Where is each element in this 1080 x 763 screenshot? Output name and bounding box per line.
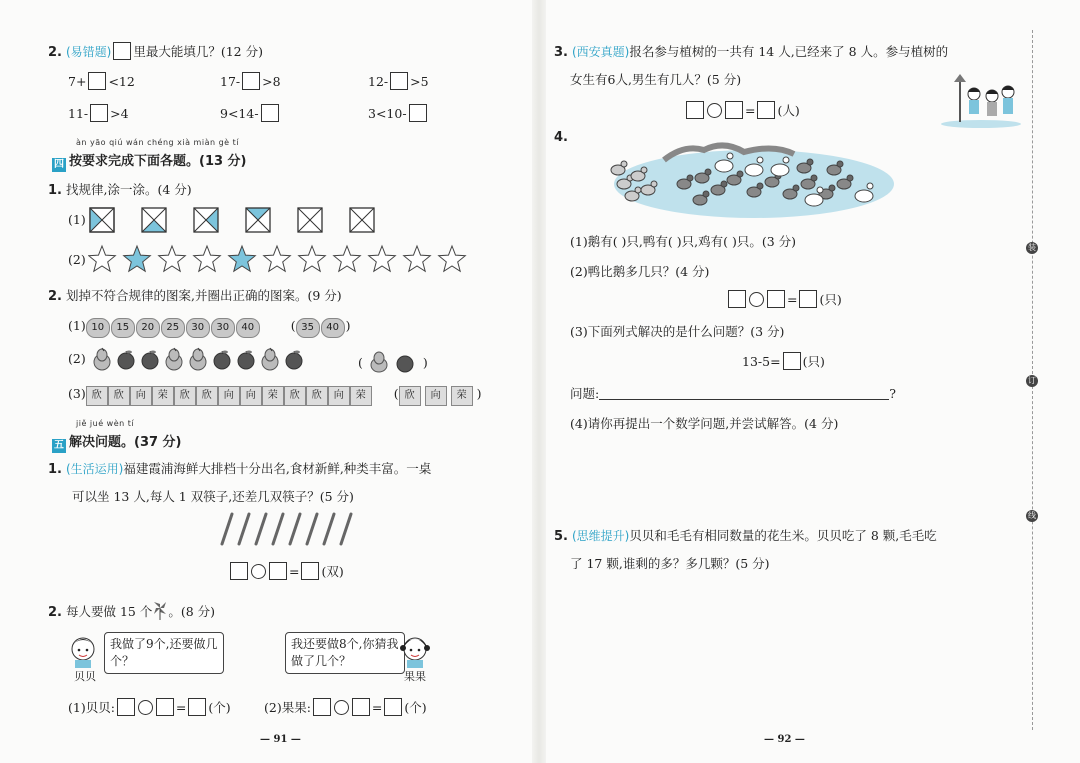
operator-circle[interactable] <box>138 700 153 715</box>
pear-icon[interactable] <box>371 352 387 372</box>
q2-item <box>220 104 281 122</box>
q2-row3-label: (3) <box>68 386 86 401</box>
page-gutter <box>532 0 546 763</box>
sec5-q1-equation: = (双) <box>228 562 344 580</box>
q5-number: 5. <box>554 529 568 544</box>
q2-item-post: >5 <box>410 74 429 89</box>
q3-number: 3. <box>554 45 568 60</box>
q2-item <box>368 104 429 122</box>
sec4-heading <box>52 150 247 172</box>
q2-item-pre: 9<14- <box>220 106 259 121</box>
square-pattern-3[interactable] <box>194 208 218 232</box>
fruit-sequence <box>90 346 390 372</box>
sec5-q2-answer-1: (1)贝贝: = (个) <box>68 700 231 715</box>
beibei-avatar <box>66 634 100 668</box>
option-paren: ) <box>476 386 482 401</box>
sec4-q2-heading <box>48 286 342 304</box>
sec4-q2-number: 2. <box>48 289 62 304</box>
question-label: 问题: <box>570 386 600 401</box>
number-token[interactable]: 25 <box>161 318 185 338</box>
character-sequence <box>86 386 372 401</box>
beibei-speech-bubble: 我做了9个,还要做几个？ <box>104 632 224 674</box>
option-paren: ( <box>290 318 296 333</box>
answer-box[interactable] <box>88 72 106 90</box>
q2-item-pre: 12- <box>368 74 389 89</box>
q4-part3: (3)下面列式解决的是什么问题？(3 分) <box>570 324 785 339</box>
answer-box[interactable] <box>725 101 743 119</box>
option-paren: ( <box>393 386 399 401</box>
character-option[interactable]: 荣 <box>451 386 473 406</box>
number-token[interactable]: 40 <box>236 318 260 338</box>
sec4-pinyin: àn yāo qiú wán chéng xià miàn gè tí <box>76 138 239 147</box>
operator-circle[interactable] <box>334 700 349 715</box>
option-paren: ) <box>422 355 428 370</box>
pear-icon[interactable] <box>166 348 182 370</box>
sec5-q2-text: 每人要做 15 个 <box>65 604 153 619</box>
answer-box[interactable] <box>783 352 801 370</box>
number-option[interactable]: 40 <box>321 318 345 338</box>
unit-label: (个) <box>208 700 231 715</box>
unit-label: (只) <box>819 292 842 307</box>
number-token[interactable]: 30 <box>186 318 210 338</box>
q5-tag: (思维提升) <box>571 529 630 543</box>
number-option[interactable]: 35 <box>296 318 320 338</box>
number-token[interactable]: 15 <box>111 318 135 338</box>
q5-line1 <box>554 526 937 544</box>
beibei-name: 贝贝 <box>74 670 96 683</box>
star-outline-icon[interactable] <box>404 246 431 271</box>
character-option[interactable]: 欣 <box>399 386 421 406</box>
pattern-row-squares <box>88 206 378 236</box>
square-pattern-4[interactable] <box>246 208 270 232</box>
sec5-q2-answer-2: (2)果果: = (个) <box>264 700 427 715</box>
q2-number: 2. <box>48 45 62 60</box>
sec5-q2-score: 。(8 分) <box>168 604 216 619</box>
answer-box[interactable] <box>409 104 427 122</box>
square-pattern-6[interactable] <box>350 208 374 232</box>
sec5-q1-number: 1. <box>48 462 62 477</box>
star-outline-icon[interactable] <box>299 246 326 271</box>
pinwheel-icon <box>152 600 168 620</box>
sec4-number: 四 <box>54 159 64 170</box>
binding-mark: 订 <box>1028 376 1036 385</box>
q4-number: 4. <box>554 130 568 145</box>
sec5-title: 解决问题。(37 分) <box>69 435 182 450</box>
pear-icon[interactable] <box>262 348 278 370</box>
sec5-number: 五 <box>54 440 64 451</box>
q4-part2: (2)鸭比鹅多几只？(4 分) <box>570 264 710 279</box>
q2-item <box>68 72 135 90</box>
sec5-pinyin: jiě jué wèn tí <box>76 419 135 428</box>
number-token[interactable]: 30 <box>211 318 235 338</box>
character-option[interactable]: 向 <box>425 386 447 406</box>
sec5-heading <box>52 431 182 453</box>
unit-label: (人) <box>777 103 800 118</box>
q3-tag: (西安真题) <box>571 45 630 59</box>
character-token[interactable]: 荣 <box>350 386 372 406</box>
q2-item-pre: 11- <box>68 106 89 121</box>
star-outline-icon[interactable] <box>334 246 361 271</box>
star-outline-icon[interactable] <box>439 246 466 271</box>
unit-label: (双) <box>321 564 344 579</box>
q2-row1 <box>68 318 350 338</box>
square-pattern-2[interactable] <box>142 208 166 232</box>
q5-text: 贝贝和毛毛有相同数量的花生米。贝贝吃了 8 颗,毛毛吃 <box>629 528 937 543</box>
q3-text: 报名参与植树的一共有 14 人,已经来了 8 人。参与植树的 <box>629 44 949 59</box>
unit-label: (只) <box>802 354 825 369</box>
answer-box[interactable] <box>313 698 331 716</box>
square-pattern-5[interactable] <box>298 208 322 232</box>
star-outline-icon[interactable] <box>159 246 186 271</box>
option-paren: ( <box>358 355 363 370</box>
q2-item-pre: 7+ <box>68 74 87 89</box>
answer-label: (2)果果: <box>264 700 311 715</box>
character-token[interactable]: 向 <box>328 386 350 406</box>
q2-item-post: >8 <box>262 74 281 89</box>
number-options <box>296 318 346 333</box>
q4-part3-equation <box>742 352 825 370</box>
answer-box[interactable] <box>728 290 746 308</box>
character-token[interactable]: 向 <box>218 386 240 406</box>
guoguo-name: 果果 <box>404 670 426 683</box>
character-token[interactable]: 欣 <box>284 386 306 406</box>
pear-icon[interactable] <box>190 348 206 370</box>
chopsticks-image <box>216 512 376 546</box>
q2-item <box>68 104 129 122</box>
pear-icon[interactable] <box>94 348 110 370</box>
q3-line2: 女生有6人,男生有几人？(5 分) <box>570 72 742 87</box>
operator-circle[interactable] <box>707 103 722 118</box>
sec4-q2-text: 划掉不符合规律的图案,并圈出正确的图案。(9 分) <box>65 288 342 303</box>
q2-item-post: <12 <box>108 74 135 89</box>
q2-item-post: >4 <box>110 106 129 121</box>
answer-box[interactable] <box>390 72 408 90</box>
q2-tag: (易错题) <box>65 45 112 59</box>
operator-circle[interactable] <box>749 292 764 307</box>
star-outline-icon[interactable] <box>369 246 396 271</box>
operator-circle[interactable] <box>251 564 266 579</box>
number-sequence <box>86 318 261 333</box>
character-token[interactable]: 荣 <box>262 386 284 406</box>
star-filled-icon[interactable] <box>229 246 256 271</box>
answer-box[interactable] <box>230 562 248 580</box>
guoguo-avatar <box>398 634 432 668</box>
tree-planting-image <box>940 70 1022 128</box>
apple-icon[interactable] <box>142 351 158 370</box>
q2-row2-label: (2) <box>68 351 86 366</box>
character-token[interactable]: 向 <box>240 386 262 406</box>
fruit-options-icons <box>367 351 419 373</box>
number-token[interactable]: 20 <box>136 318 160 338</box>
sec5-q1-line1 <box>48 459 431 477</box>
q2-row1-label: (1) <box>68 318 86 333</box>
sec5-q1-tag: (生活运用) <box>65 462 124 476</box>
q4-part4: (4)请你再提出一个数学问题,并尝试解答。(4 分) <box>570 416 839 431</box>
left-page <box>28 0 533 763</box>
answer-box[interactable] <box>686 101 704 119</box>
answer-line[interactable] <box>599 399 889 400</box>
answer-box[interactable] <box>90 104 108 122</box>
answer-box[interactable] <box>301 562 319 580</box>
character-options <box>399 386 477 401</box>
q4-question-line <box>570 384 896 402</box>
q2-text: 里最大能填几？(12 分) <box>133 44 263 59</box>
q2-row3 <box>68 386 481 406</box>
sec5-q1-text: 福建霞浦海鲜大排档十分出名,食材新鲜,种类丰富。一桌 <box>123 461 432 476</box>
character-token[interactable]: 欣 <box>86 386 108 406</box>
apple-icon[interactable] <box>118 351 134 370</box>
answer-label: (1)贝贝: <box>68 700 115 715</box>
answer-box[interactable] <box>261 104 279 122</box>
answer-box[interactable] <box>269 562 287 580</box>
apple-icon[interactable] <box>397 356 413 372</box>
q2-item-pre: 17- <box>220 74 241 89</box>
answer-box[interactable] <box>188 698 206 716</box>
unit-label: (个) <box>404 700 427 715</box>
binding-mark: 装 <box>1028 243 1036 252</box>
sec4-title: 按要求完成下面各题。(13 分) <box>69 154 247 169</box>
question-end: ? <box>889 386 896 401</box>
right-page <box>548 0 1048 763</box>
answer-box[interactable] <box>113 42 131 60</box>
q3-equation: = (人) <box>684 101 800 119</box>
answer-box[interactable] <box>799 290 817 308</box>
q5-line2: 了 17 颗,谁剩的多？多几颗？(5 分) <box>570 556 770 571</box>
binding-mark: 线 <box>1028 511 1036 520</box>
farm-pond-image <box>604 140 894 220</box>
pattern-row-stars <box>88 244 478 276</box>
fruit-options <box>358 351 428 373</box>
answer-box[interactable] <box>117 698 135 716</box>
pattern-row-1-label: (1) <box>68 212 86 227</box>
q2-heading <box>48 42 263 60</box>
star-outline-icon[interactable] <box>194 246 221 271</box>
character-token[interactable]: 欣 <box>196 386 218 406</box>
sec4-q1-heading <box>48 180 192 198</box>
q4-part1: (1)鹅有( )只,鸭有( )只,鸡有( )只。(3 分) <box>570 234 797 249</box>
answer-box[interactable] <box>767 290 785 308</box>
expression: 13-5= <box>742 354 781 369</box>
q4-part2-equation: = (只) <box>726 290 842 308</box>
pattern-row-2-label: (2) <box>68 252 86 267</box>
q2-item-pre: 3<10- <box>368 106 407 121</box>
q3-line1 <box>554 42 948 60</box>
answer-box[interactable] <box>242 72 260 90</box>
answer-box[interactable] <box>156 698 174 716</box>
character-token[interactable]: 向 <box>130 386 152 406</box>
character-token[interactable]: 荣 <box>152 386 174 406</box>
sec4-q1-text: 找规律,涂一涂。(4 分) <box>65 182 192 197</box>
number-token[interactable]: 10 <box>86 318 110 338</box>
q2-item <box>368 72 429 90</box>
option-paren: ) <box>345 318 351 333</box>
character-token[interactable]: 欣 <box>306 386 328 406</box>
star-outline-icon[interactable] <box>264 246 291 271</box>
apple-icon[interactable] <box>238 351 254 370</box>
character-token[interactable]: 欣 <box>174 386 196 406</box>
q2-item <box>220 72 281 90</box>
character-token[interactable]: 欣 <box>108 386 130 406</box>
answer-box[interactable] <box>384 698 402 716</box>
sec5-q2-heading <box>48 600 215 620</box>
page-number-left: — 91 — <box>260 734 301 745</box>
answer-box[interactable] <box>352 698 370 716</box>
answer-box[interactable] <box>757 101 775 119</box>
page-number-right: — 92 — <box>764 734 805 745</box>
sec4-q1-number: 1. <box>48 183 62 198</box>
guoguo-speech-bubble: 我还要做8个,你猜我做了几个？ <box>285 632 405 674</box>
sec5-q2-number: 2. <box>48 605 62 620</box>
apple-icon[interactable] <box>214 351 230 370</box>
star-filled-icon[interactable] <box>124 246 151 271</box>
square-pattern-1[interactable] <box>90 208 114 232</box>
sec5-q1-line2: 可以坐 13 人,每人 1 双筷子,还差几双筷子？(5 分) <box>72 489 354 504</box>
star-outline-icon[interactable] <box>89 246 116 271</box>
apple-icon[interactable] <box>286 351 302 370</box>
